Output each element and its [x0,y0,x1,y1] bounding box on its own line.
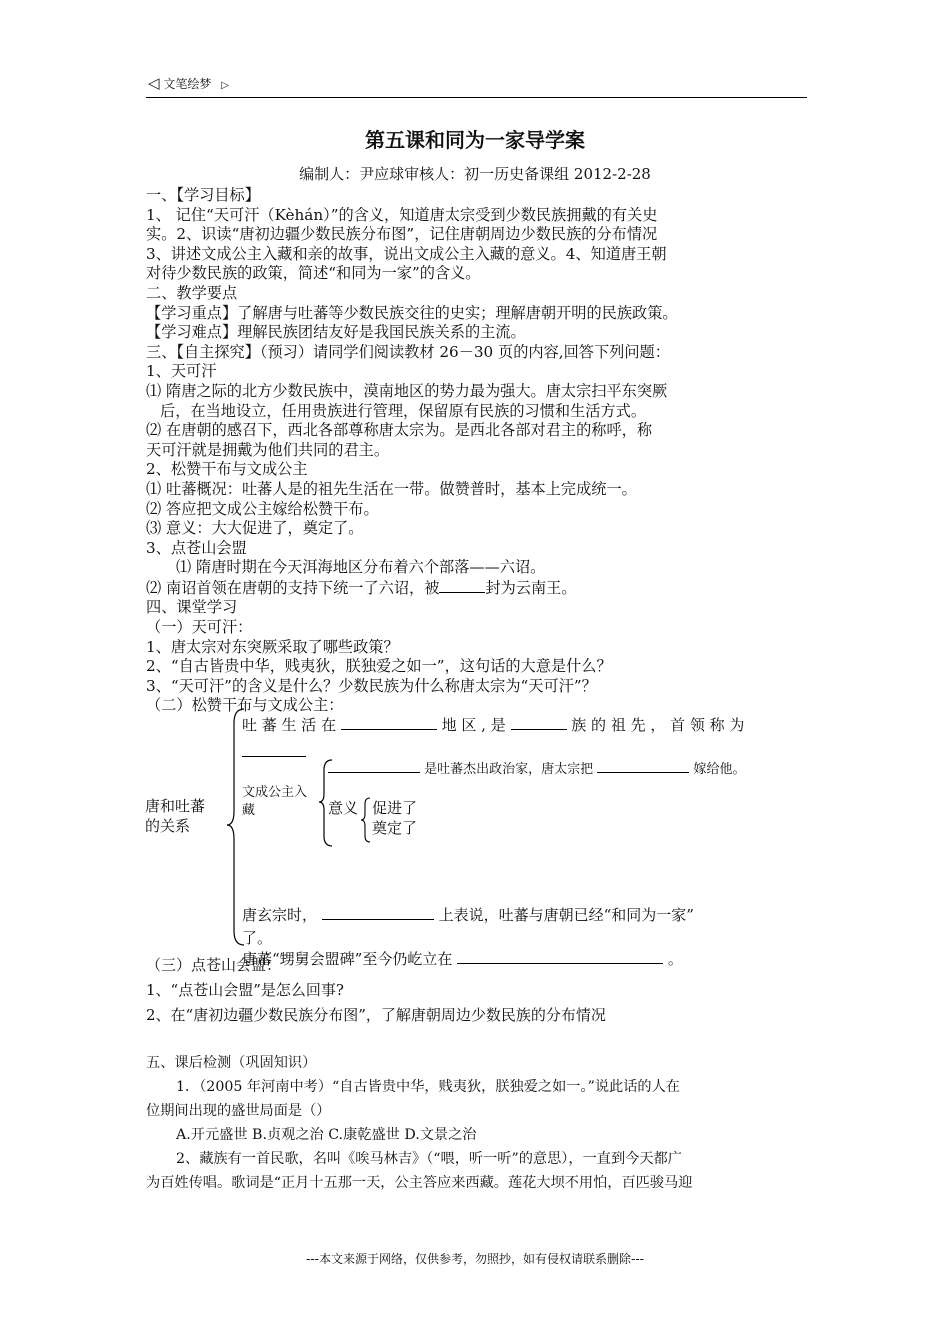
section5 [146,1054,812,1193]
text-line: （二）松赞干布与文成公主： [146,696,344,715]
blank-line [341,715,437,730]
blank-line [242,742,306,757]
diagram-root [145,796,215,836]
text-line: 三、【自主探究】（预习）请同学们阅读教材 26－30 页的内容,回答下列问题： [146,342,670,361]
text-segment: 唐蕃“甥舅会盟碑”至今仍屹立在 [242,950,453,968]
section5-q1a: 1．（2005 年河南中考）“自古皆贵中华，贱夷狄，朕独爱之如一。”说此话的人在 [176,1079,680,1095]
text-line: 2、“自古皆贵中华，贱夷狄，朕独爱之如一”，这句话的大意是什么？ [146,657,612,676]
diagram-row1-cont [242,742,306,761]
text-line: 1、唐太宗对东突厥采取了哪些政策？ [146,637,399,656]
text-line: 四、课堂学习 [146,598,238,617]
diagram-row1 [242,714,744,735]
blank-line [322,905,434,920]
blank-line [511,715,567,730]
text-line: （一）天可汗： [146,618,253,637]
blank-line [597,758,689,773]
text-line: 一、【学习目标】 [146,186,260,204]
text-segment: 唐玄宗时， [242,906,318,924]
text-line: ⑶ 意义：大大促进了，奠定了。 [146,519,364,538]
triangle-right-icon: ▷ [221,80,229,91]
blank-line [439,578,485,593]
text-line: 1、天可汗 [146,362,217,381]
header-rule [146,97,807,98]
text-line [146,578,812,599]
text-segment: 吐 蕃 生 活 在 [242,716,337,734]
text-line: 天可汗就是拥戴为他们共同的君主。 [146,440,389,459]
triangle-left-icon: ◁ [148,74,160,92]
meaning-item-2: 奠定了 [372,819,418,837]
meaning-item-1: 促进了 [372,799,418,817]
branch-label: 文成公主入藏 [242,785,308,818]
text-line: 实。2、识读“唐初边疆少数民族分布图”，记住唐朝周边少数民族的分布情况 [146,225,658,244]
main-text [146,186,812,716]
text-segment: 。 [667,950,683,968]
text-segment: 是吐蕃杰出政治家，唐太宗把 [424,762,594,777]
part3-q1: 1、“点苍山会盟”是怎么回事? [146,981,344,999]
part3-heading: （三）点苍山会盟： [146,956,282,974]
text-segment: 地 区 , 是 [441,716,506,734]
text-line: 3、“天可汗”的含义是什么？少数民族为什么称唐太宗为“天可汗”？ [146,676,597,695]
text-line: 【学习重点】了解唐与吐蕃等少数民族交往的史实；理解唐朝开明的民族政策。 [146,303,678,322]
section5-options: A.开元盛世 B.贞观之治 C.康乾盛世 D.文景之治 [176,1127,477,1143]
section5-q2b: 为百姓传唱。歌词是“正月十五那一天，公主答应来西藏。莲花大坝不用怕，百匹骏马迎 [146,1175,693,1191]
text-line: 对待少数民族的政策，简述“和同为一家”的含义。 [146,264,481,283]
text-line: 二、教学要点 [146,283,238,302]
text-segment: 封为云南王。 [485,578,577,597]
text-segment: ⑵ 南诏首领在唐朝的支持下统一了六诏，被 [146,578,440,597]
text-line: 3、讲述文成公主入藏和亲的故事，说出文成公主入藏的意义。4、知道唐王朝 [146,244,667,263]
diagram-row3-cont: 了。 [242,929,273,947]
diagram-branch [242,784,310,820]
text-line: 后，在当地设立，任用贵族进行管理，保留原有民族的习惯和生活方式。 [160,401,646,420]
page-subtitle: 编制人：尹应球审核人：初一历史备课组 2012-2-28 [299,165,651,183]
diagram-row2 [328,758,745,777]
text-line: 3、点苍山会盟 [146,538,247,557]
text-line: 1、 记住“天可汗（Kèhán）”的含义，知道唐太宗受到少数民族拥戴的有关史 [146,205,658,224]
text-line: ⑴ 吐蕃概况：吐蕃人是的祖先生活在一带。做赞普时，基本上完成统一。 [146,479,637,498]
meaning-label: 意义 [328,799,359,817]
diagram-row3 [242,904,694,925]
blank-line [457,949,663,964]
text-line: 【学习难点】理解民族团结友好是我国民族关系的主流。 [146,323,526,342]
blank-line [328,758,420,773]
page-title: 第五课和同为一家导学案 [365,128,585,152]
text-segment: 族 的 祖 先 ， 首 领 称 为 [571,716,745,734]
footer-note: ---本文来源于网络，仅供参考，勿照抄，如有侵权请联系删除--- [306,1252,644,1266]
text-line: ⑴ 隋唐时期在今天洱海地区分布着六个部落——六诏。 [176,558,546,577]
brand-text: 文笔绘梦 [163,77,212,91]
text-line: ⑵ 在唐朝的感召下，西北各部尊称唐太宗为。是西北各部对君主的称呼，称 [146,421,653,440]
text-line: ⑵ 答应把文成公主嫁给松赞干布。 [146,499,379,518]
meaning-brace [360,796,372,846]
section5-q1b: 位期间出现的盛世局面是（） [146,1103,331,1119]
section5-q2a: 2、藏族有一首民歌，名叫《唉马林吉》（“喂，听一听”的意思），一直到今天都广 [176,1151,682,1167]
text-segment: 嫁给他。 [693,762,746,777]
diagram-root-label: 唐和吐蕃的关系 [145,797,206,835]
text-line: ⑴ 隋唐之际的北方少数民族中，漠南地区的势力最为强大。唐太宗扫平东突厥 [146,381,668,400]
diagram-row4 [242,948,683,969]
part3-q2: 2、在“唐初边疆少数民族分布图”，了解唐朝周边少数民族的分布情况 [146,1006,606,1024]
text-segment: 上表说，吐蕃与唐朝已经“和同为一家” [438,906,694,924]
header-brand [148,74,229,92]
text-line: 2、松赞干布与文成公主 [146,460,308,479]
section5-heading: 五、课后检测（巩固知识） [146,1055,317,1071]
